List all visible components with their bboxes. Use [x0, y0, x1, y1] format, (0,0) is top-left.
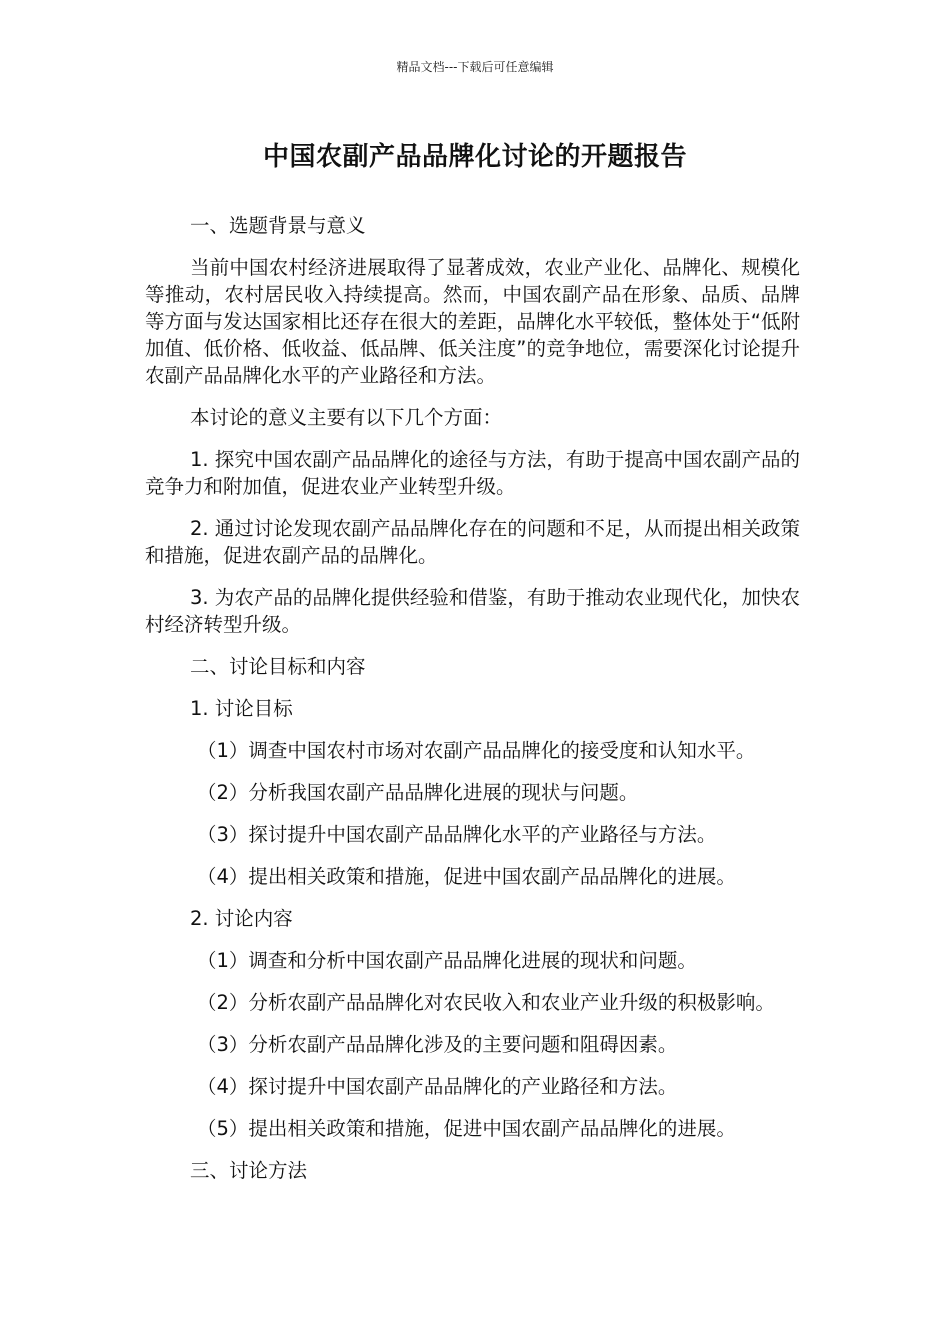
significance-point-1: 1. 探究中国农副产品品牌化的途径与方法，有助于提高中国农副产品的竞争力和附加值，促进农业产业转型升级。 [145, 448, 800, 498]
section-heading-methods: 三、讨论方法 [190, 1159, 308, 1182]
document-body [145, 212, 800, 1199]
subheading-goals: 1. 讨论目标 [190, 697, 293, 720]
content-item-1: （1）调查和分析中国农副产品品牌化进展的现状和问题。 [197, 949, 697, 972]
section-heading-goals-content: 二、讨论目标和内容 [190, 655, 366, 678]
page-header: 精品文档---下载后可任意编辑 [396, 60, 554, 74]
significance-intro: 本讨论的意义主要有以下几个方面： [190, 406, 503, 429]
content-item-3: （3）分析农副产品品牌化涉及的主要问题和阻碍因素。 [197, 1033, 678, 1056]
goal-item-2: （2）分析我国农副产品品牌化进展的现状与问题。 [197, 781, 639, 804]
significance-point-3: 3. 为农产品的品牌化提供经验和借鉴，有助于推动农业现代化，加快农村经济转型升级。 [145, 586, 800, 636]
goal-item-1: （1）调查中国农村市场对农副产品品牌化的接受度和认知水平。 [197, 739, 756, 762]
significance-point-2: 2. 通过讨论发现农副产品品牌化存在的问题和不足，从而提出相关政策和措施，促进农副产品的品牌化。 [145, 517, 800, 567]
document-title: 中国农副产品品牌化讨论的开题报告 [262, 142, 687, 172]
section-heading-background: 一、选题背景与意义 [190, 214, 366, 237]
content-item-4: （4）探讨提升中国农副产品品牌化的产业路径和方法。 [197, 1075, 678, 1098]
content-item-2: （2）分析农副产品品牌化对农民收入和农业产业升级的积极影响。 [197, 991, 775, 1014]
goal-item-4: （4）提出相关政策和措施，促进中国农副产品品牌化的进展。 [197, 865, 736, 888]
subheading-content: 2. 讨论内容 [190, 907, 293, 930]
goal-item-3: （3）探讨提升中国农副产品品牌化水平的产业路径与方法。 [197, 823, 717, 846]
content-item-5: （5）提出相关政策和措施，促进中国农副产品品牌化的进展。 [197, 1117, 736, 1140]
background-paragraph: 当前中国农村经济进展取得了显著成效，农业产业化、品牌化、规模化等推动，农村居民收入持续提高。然而，中国农副产品在形象、品质、品牌等方面与发达国家相比还存在很大的差距，品牌化水平较低，整体处于“低附加值、低价格、低收益、低品牌、低关注度”的竞争地位，需要深化讨论提升农副产品品牌化水平的产业路径和方法。 [145, 256, 800, 387]
